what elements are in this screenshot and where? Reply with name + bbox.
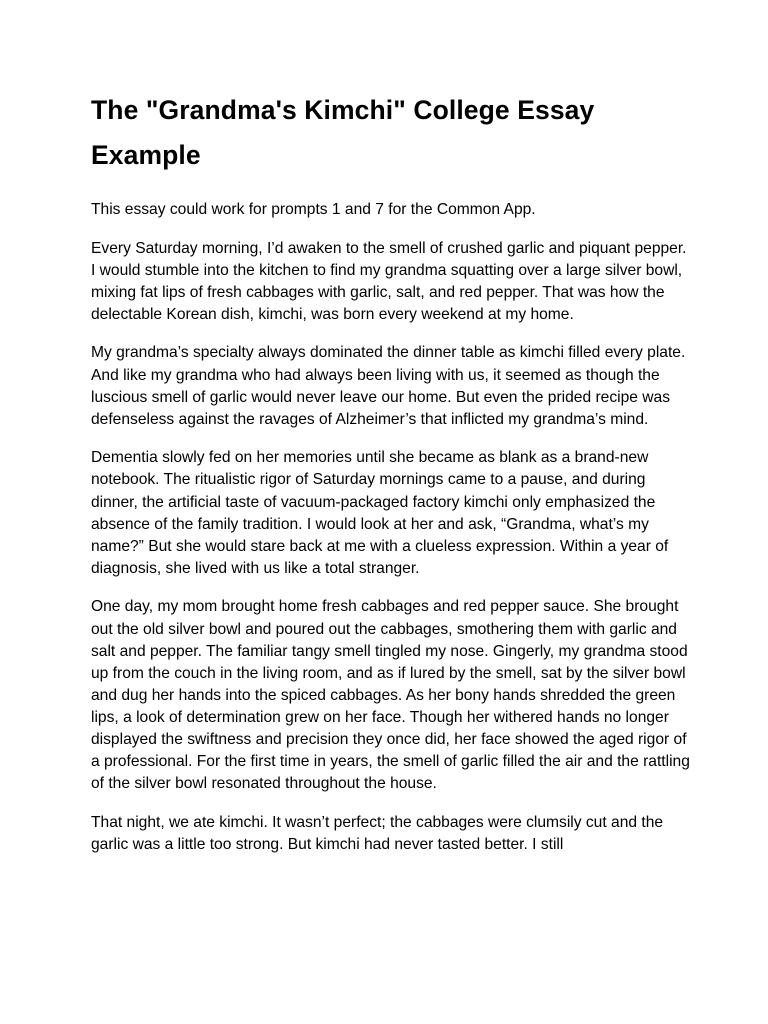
body-paragraph-1: Every Saturday morning, I’d awaken to the smell of crushed garlic and piquant pepper. I would stumble into the kitchen to find my grandma squatting over a large silver bowl, mixing fat lips of fresh cabbages with garlic, salt, and red pepper. That was how the delectable Korean dish, kimchi, was born every weekend at my home. (91, 239, 687, 323)
body-paragraph-2: My grandma’s specialty always dominated the dinner table as kimchi filled every plate. And like my grandma who had always been living with us, it seemed as though the luscious smell of garlic would never leave our home. But even the prided recipe was defenseless against the ravages of Alzheimer’s that inflicted my grandma’s mind. (91, 344, 686, 428)
body-paragraph-5: That night, we ate kimchi. It wasn’t perfect; the cabbages were clumsily cut and the garlic was a little too strong. But kimchi had never tasted better. I still (91, 813, 664, 853)
body-paragraph-3: Dementia slowly fed on her memories until she became as blank as a brand-new notebook. The ritualistic rigor of Saturday mornings came to a pause, and during dinner, the artificial taste of vacuum-packaged factory kimchi only emphasized the absence of the family tradition. I would look at her and ask, “Grandma, what’s my name?” But she would stare back at me with a clueless expression. Within a year of diagnosis, she lived with us like a total stranger. (91, 449, 669, 577)
document-title: The "Grandma's Kimchi" College Essay Example (91, 95, 595, 170)
intro-paragraph: This essay could work for prompts 1 and 7 for the Common App. (91, 201, 536, 218)
body-paragraph-4: One day, my mom brought home fresh cabbages and red pepper sauce. She brought out the old silver bowl and poured out the cabbages, smothering them with garlic and salt and pepper. The familiar tangy smell tingled my nose. Gingerly, my grandma stood up from the couch in the living room, and as if lured by the smell, sat by the silver bowl and dug her hands into the spiced cabbages. As her bony hands shredded the green lips, a look of determination grew on her face. Though her withered hands no longer displayed the swiftness and precision they once did, her face showed the aged rigor of a professional. For the first time in years, the smell of garlic filled the air and the rattling of the silver bowl resonated throughout the house. (91, 598, 690, 793)
document-page (91, 88, 691, 856)
